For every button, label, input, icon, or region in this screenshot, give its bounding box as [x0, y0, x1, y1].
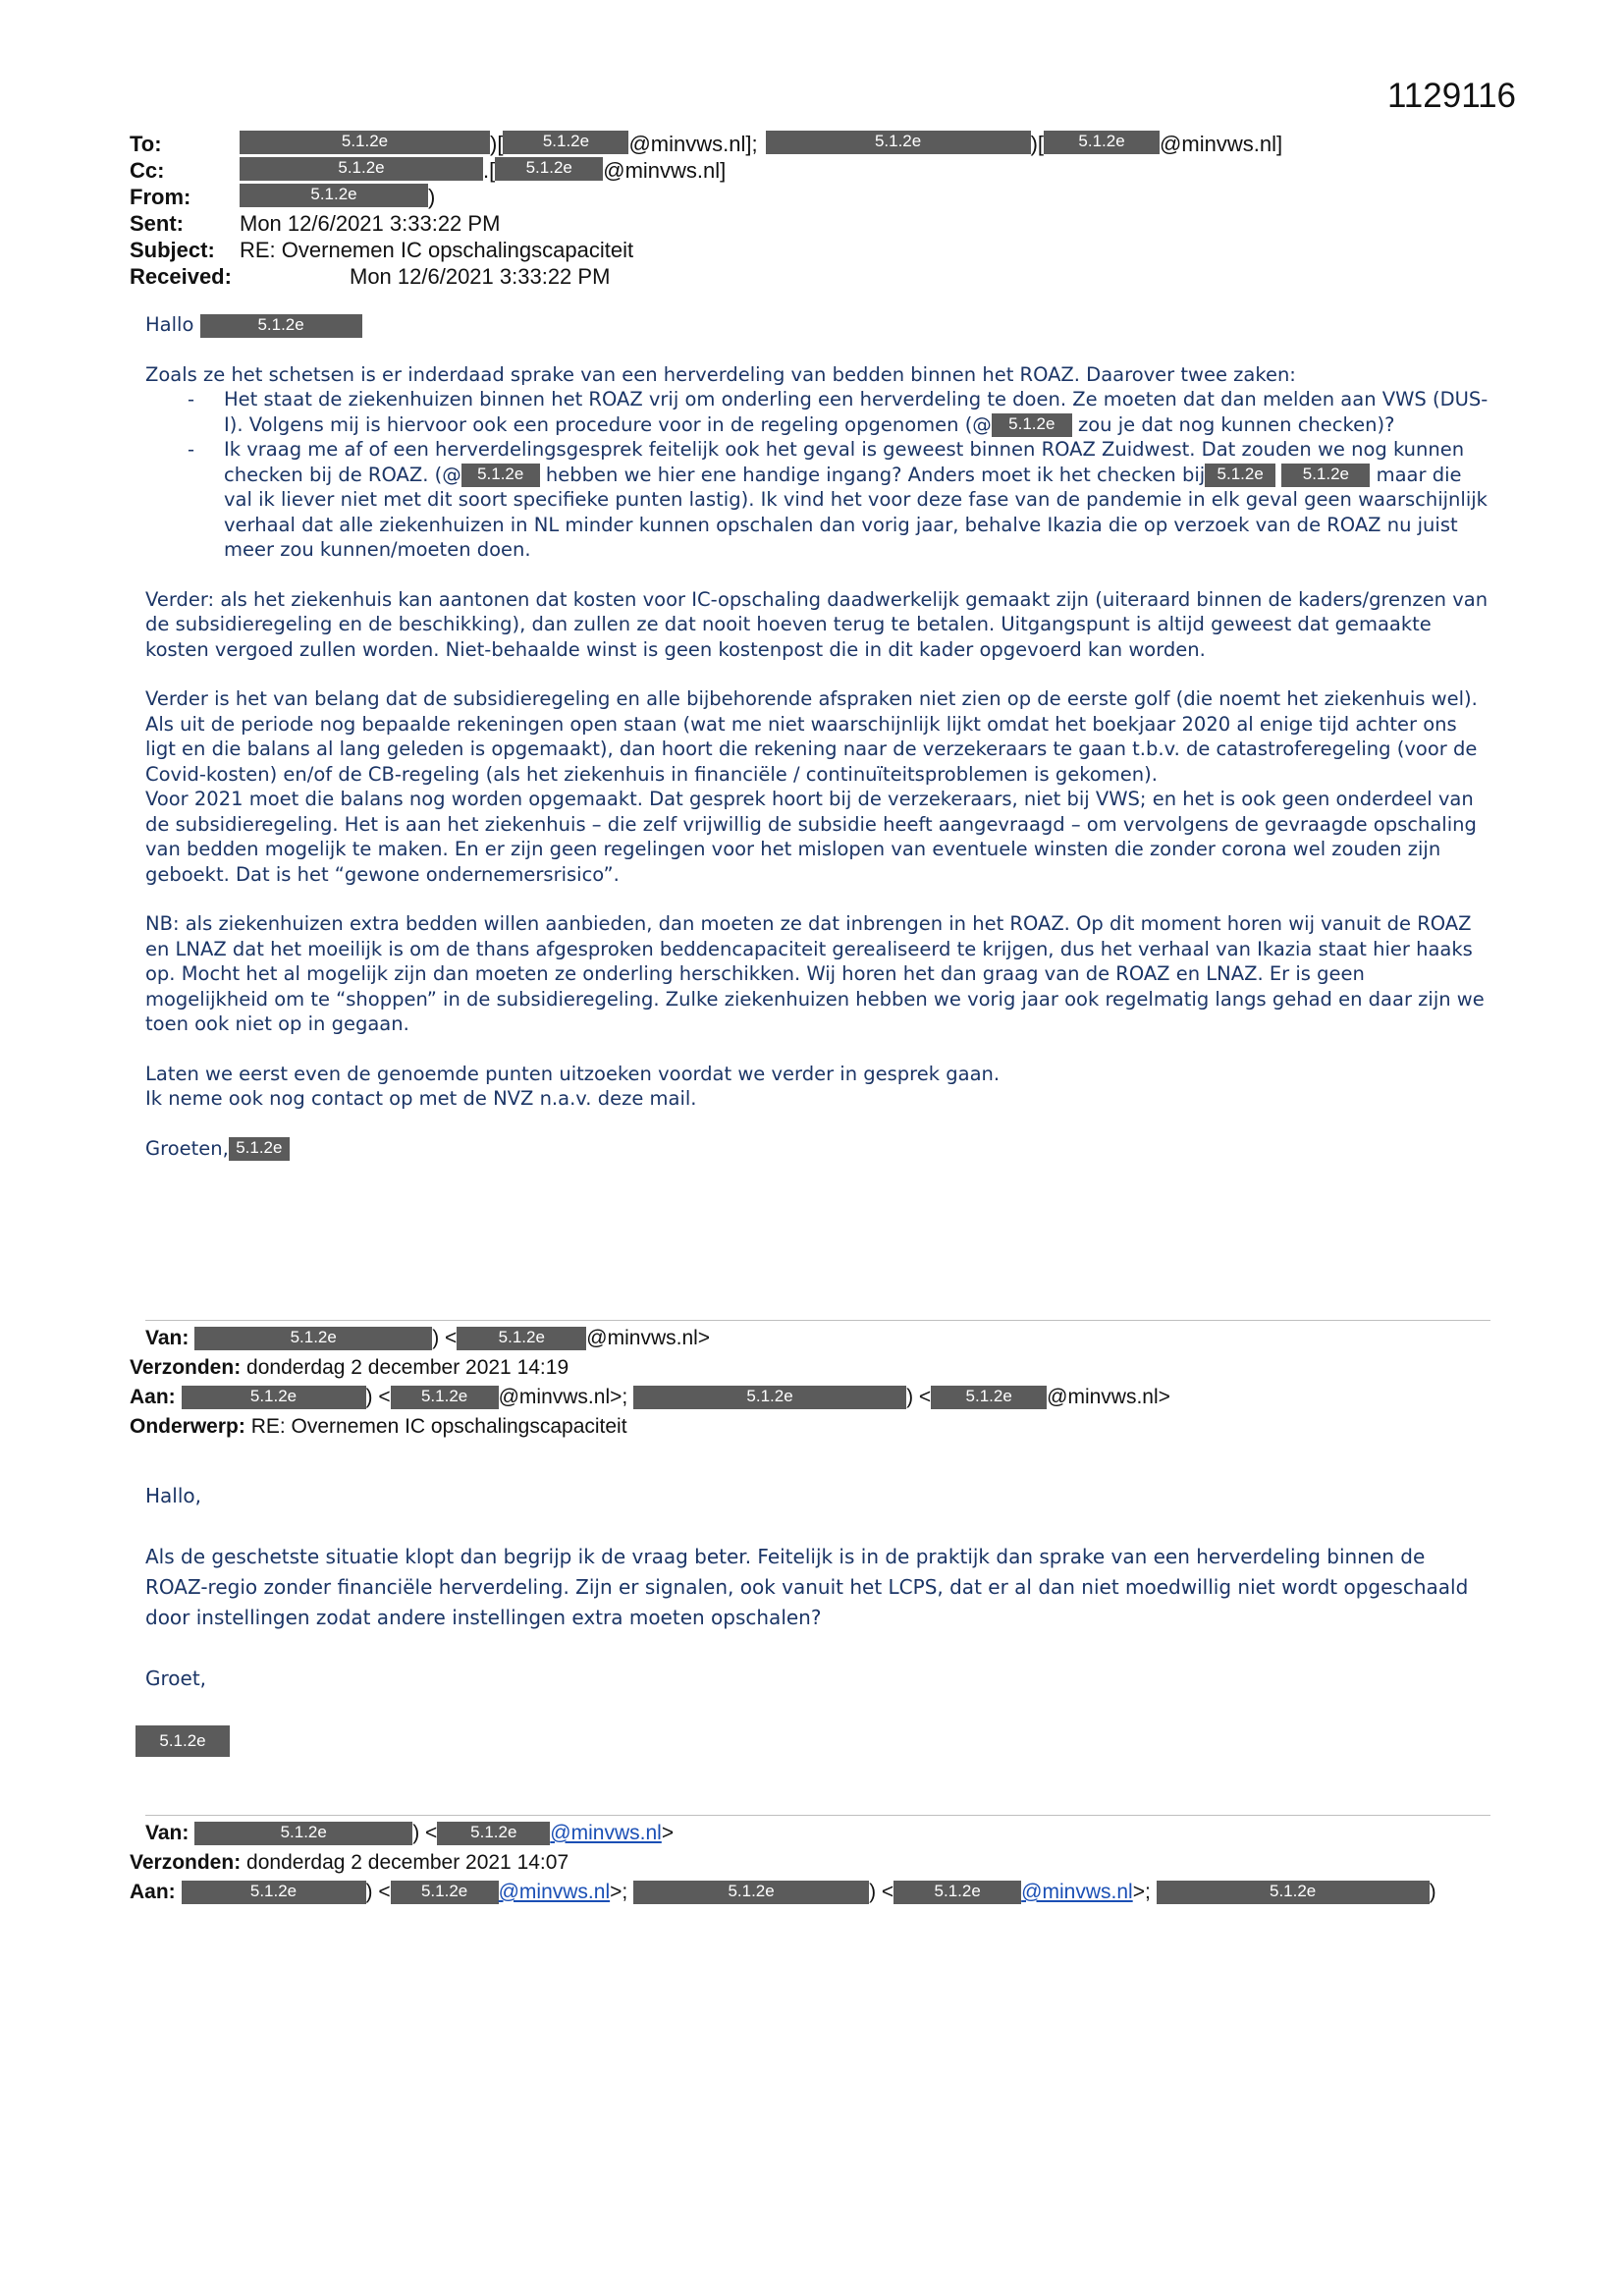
van-row: Van: 5.1.2e ) < 5.1.2e @minvws.nl> — [145, 1327, 711, 1349]
redaction-box: 5.1.2e — [495, 157, 603, 181]
redaction-box: 5.1.2e — [391, 1386, 499, 1409]
verzonden-row: Verzonden: donderdag 2 december 2021 14:07 — [130, 1851, 569, 1874]
redaction-box: 5.1.2e — [1044, 131, 1160, 154]
greeting: Hallo, — [145, 1484, 202, 1507]
redaction-box: 5.1.2e — [461, 464, 540, 487]
closing: Groeten, 5.1.2e — [145, 1136, 1490, 1162]
onderwerp-row: Onderwerp: RE: Overnemen IC opschalingscapaciteit — [130, 1415, 627, 1438]
paragraph: Verder is het van belang dat de subsidieregeling en alle bijbehorende afspraken niet zien op de eerste golf (die noemt het ziekenhuis wel). Als uit de periode nog bepaalde rekeningen open staan (wat me niet waarschijnlijk lijkt omdat het boekjaar 2020 al enige tijd achter ons ligt en die balans al lang geleden is opgemaakt), dan hoort die rekening naar de verzekeraars te gaan t.b.v. de catastroferegeling (voor de Covid-kosten) en/of de CB-regeling (als het ziekenhuis in financiële / continuïteitsproblemen is gekomen). Voor 2021 moet die balans nog worden opgemaakt. Dat gesprek hoort bij de verzekeraars, niet bij VWS; en het is ook geen onderdeel van de subsidieregeling. Het is aan het ziekenhuis – die zelf vrijwillig de subsidie heeft aangevraagd – om vervolgens de gevraagde opschaling van bedden mogelijk te maken. En er zijn geen regelingen voor het mislopen van eventuele winsten die zonder corona wel zouden zijn geboekt. Dat is het “gewone ondernemersrisico”. — [145, 687, 1478, 886]
email-header-3 — [130, 1819, 1436, 1907]
document-number: 1129116 — [1386, 77, 1516, 115]
message-body-1 — [145, 312, 1490, 1185]
redaction-box: 5.1.2e — [391, 1881, 499, 1904]
from-label: From: — [130, 185, 191, 209]
received-value: Mon 12/6/2021 3:33:22 PM — [350, 264, 611, 289]
redaction-box: 5.1.2e — [766, 131, 1031, 154]
cc-row: Cc: 5.1.2e .[ 5.1.2e @minvws.nl] — [130, 158, 727, 183]
redaction-box: 5.1.2e — [200, 314, 362, 338]
list-item: - Ik vraag me af of een herverdelingsgesprek feitelijk ook het geval is geweest binnen ROAZ Zuidwest. Dat zouden we nog kunnen checken bij de ROAZ. (@ 5.1.2e hebben we hier ene handige ingang? Anders moet ik het checken bij 5.1.2e 5.1.2e maar die val ik liever niet met dit soort specifieke punten lastig). Ik vind het voor deze fase van de pandemie in elk geval geen waarschijnlijk verhaal dat alle ziekenhuizen in NL minder kunnen opschalen dan vorig jaar, behalve Ikazia die op verzoek van de ROAZ nu juist meer zou kunnen/moeten doen. — [145, 437, 1490, 563]
email-link[interactable]: @minvws.nl — [1021, 1881, 1133, 1903]
redaction-box: 5.1.2e — [633, 1881, 869, 1904]
paragraph: Verder: als het ziekenhuis kan aantonen dat kosten voor IC-opschaling daadwerkelijk gemaakt zijn (uiteraard binnen de kaders/grenzen van de subsidieregeling en de beschikking), dan zullen ze dat nooit hoeven terug te betalen. Uitgangspunt is altijd geweest dat gemaakte kosten vergoed zullen worden. Niet-behaalde winst is geen kostenpost die in dit kader opgevoerd kan worden. — [145, 587, 1489, 661]
list-item: - Het staat de ziekenhuizen binnen het ROAZ vrij om onderling een herverdeling te doen. Ze moeten dat dan melden aan VWS (DUS-I). Volgens mij is hiervoor ook een procedure voor in de regeling opgenomen (@ 5.1.2e zou je dat nog kunnen checken)? — [145, 387, 1490, 437]
redaction-box: 5.1.2e — [1205, 464, 1275, 487]
from-row: From: 5.1.2e ) — [130, 185, 436, 209]
aan-row: Aan: 5.1.2e ) < 5.1.2e @minvws.nl>; 5.1.2e ) < 5.1.2e @minvws.nl>; 5.1.2e ) — [130, 1881, 1436, 1903]
redaction-box: 5.1.2e — [931, 1386, 1047, 1409]
redaction-box: 5.1.2e — [503, 131, 628, 154]
redaction-box: 5.1.2e — [240, 131, 490, 154]
received-row — [130, 263, 1282, 290]
van-row: Van: 5.1.2e ) < 5.1.2e @minvws.nl> — [145, 1822, 675, 1844]
subject-row — [130, 237, 1282, 263]
separator — [145, 1320, 1490, 1321]
email-header — [130, 131, 1282, 290]
paragraph: NB: als ziekenhuizen extra bedden willen aanbieden, dan moeten ze dat inbrengen in het ROAZ. Op dit moment horen wij vanuit de ROAZ en LNAZ dat het moeilijk is om de thans afgesproken beddencapaciteit gerealiseerd te krijgen, dus het verhaal van Ikazia staat hier haaks op. Mocht het al mogelijk zijn dan moeten ze onderling herschikken. Wij horen het dan graag van de ROAZ en LNAZ. Er is geen mogelijkheid om te “shoppen” in de subsidieregeling. Zulke ziekenhuizen hebben we vorig jaar ook regelmatig langs gehad en daar zijn we toen ook niet op in gegaan. — [145, 912, 1485, 1035]
redaction-box: 5.1.2e — [240, 184, 428, 207]
redaction-box: 5.1.2e — [1157, 1881, 1430, 1904]
signature — [135, 1724, 1490, 1757]
redaction-box: 5.1.2e — [633, 1386, 906, 1409]
email-link[interactable]: @minvws.nl — [550, 1822, 662, 1844]
message-body-2 — [145, 1481, 1490, 1757]
paragraph: Laten we eerst even de genoemde punten uitzoeken voordat we verder in gesprek gaan. Ik neme ook nog contact op met de NVZ n.a.v. deze mail. — [145, 1062, 1001, 1110]
intro-text: Zoals ze het schetsen is er inderdaad sprake van een herverdeling van bedden binnen het ROAZ. Daarover twee zaken: — [145, 362, 1296, 386]
separator — [145, 1815, 1490, 1816]
email-link[interactable]: @minvws.nl — [498, 1881, 611, 1903]
redaction-box: 5.1.2e — [135, 1725, 230, 1757]
redaction-box: 5.1.2e — [194, 1327, 432, 1350]
redaction-box: 5.1.2e — [437, 1822, 550, 1845]
redaction-box: 5.1.2e — [182, 1881, 366, 1904]
to-label: To: — [130, 132, 162, 156]
redaction-box: 5.1.2e — [893, 1881, 1021, 1904]
redaction-box: 5.1.2e — [229, 1137, 290, 1161]
sent-row — [130, 210, 1282, 237]
redaction-box: 5.1.2e — [457, 1327, 586, 1350]
redaction-box: 5.1.2e — [194, 1822, 412, 1845]
sent-value: Mon 12/6/2021 3:33:22 PM — [240, 211, 501, 236]
redaction-box: 5.1.2e — [1281, 464, 1370, 487]
redaction-box: 5.1.2e — [182, 1386, 366, 1409]
redaction-box: 5.1.2e — [240, 157, 483, 181]
aan-row: Aan: 5.1.2e ) < 5.1.2e @minvws.nl>; 5.1.2e ) < 5.1.2e @minvws.nl> — [130, 1386, 1170, 1408]
email-header-2 — [130, 1324, 1170, 1442]
closing: Groet, — [145, 1667, 207, 1690]
paragraph: Als de geschetste situatie klopt dan begrijp ik de vraag beter. Feitelijk is in de praktijk dan sprake van een herverdeling binnen de ROAZ-regio zonder financiële herverdeling. Zijn er signalen, ook vanuit het LCPS, dat er al dan niet moedwillig niet wordt opgeschaald door instellingen zodat andere instellingen extra moeten opschalen? — [145, 1545, 1469, 1629]
subject-label: Subject: — [130, 238, 215, 262]
received-label: Received: — [130, 264, 232, 289]
subject-value: RE: Overnemen IC opschalingscapaciteit — [240, 238, 634, 262]
sent-label: Sent: — [130, 211, 184, 236]
redaction-box: 5.1.2e — [992, 413, 1072, 437]
greeting: Hallo 5.1.2e — [145, 312, 1490, 338]
to-row: To: 5.1.2e )[ 5.1.2e @minvws.nl]; 5.1.2e )[ 5.1.2e @minvws.nl] — [130, 132, 1283, 156]
bullet-list — [145, 387, 1490, 563]
cc-label: Cc: — [130, 158, 165, 183]
verzonden-row: Verzonden: donderdag 2 december 2021 14:19 — [130, 1356, 569, 1379]
